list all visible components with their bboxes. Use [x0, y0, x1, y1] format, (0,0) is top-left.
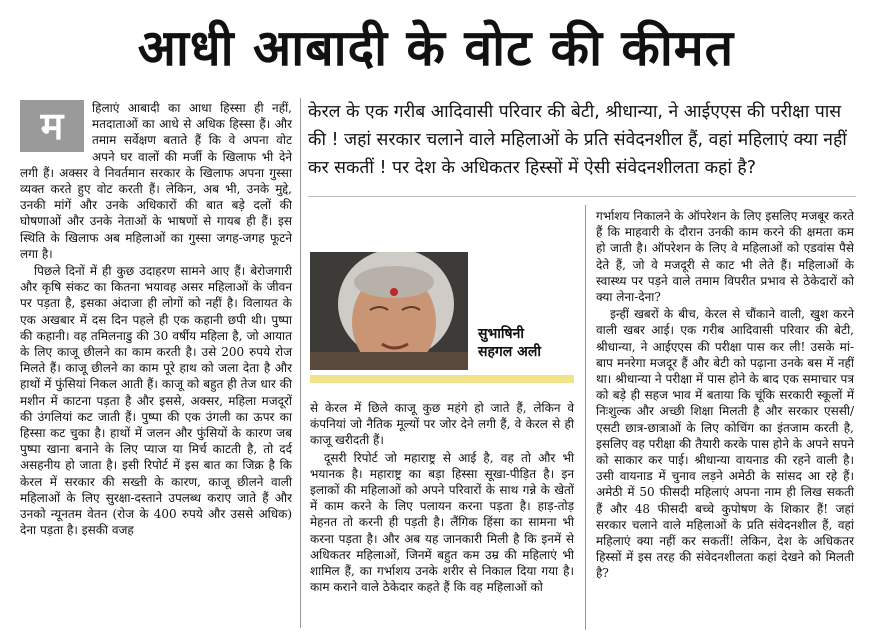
article-column-1 [20, 100, 292, 539]
article-column-3 [596, 208, 854, 583]
paragraph: गर्भाशय निकालने के ऑपरेशन के लिए इसलिए मजबूर करते हैं कि माहवारी के दौरान उनकी काम करने की क्षमता कम हो जाती है। ऑपरेशन के लिए वे महिलाओं को एडवांस पैसे देते हैं, जो वे मजदूरी से काट भी लेते हैं। महिलाओं के स्वास्थ्य पर पड़ने वाले तमाम विपरीत प्रभाव से ठेकेदारों को क्या लेना-देना? [596, 209, 854, 305]
paragraph [20, 100, 292, 262]
byline [478, 325, 568, 361]
paragraph: से केरल में छिले काजू कुछ महंगे हो जाते हैं, लेकिन वे कंपनियां जो नैतिक मूल्यों पर जोर देने लगी हैं, वे केरल से ही काजू खरीदती हैं। [310, 401, 574, 448]
paragraph: इन्हीं खबरों के बीच, केरल से चौंकाने वाली, खुश करने वाली खबर आई। एक गरीब आदिवासी परिवार की बेटी, श्रीधान्या, ने आईएएस की परीक्षा पास कर ली! उसके मां-बाप मनरेगा मजदूर हैं और बेटी को पढ़ाना उनके बस में नहीं था। श्रीधान्या ने परीक्षा में पास होने के बाद एक समाचार पत्र को बड़े ही सहज भाव में बताया कि चूंकि सरकारी स्कूलों में निःशुल्क और अच्छी शिक्षा मिलती है और सरकार एससी/एसटी छात्र-छात्राओं के लिए कोचिंग का इंतजाम करती है, इसलिए वह परीक्षा की तैयारी करके पास होने के अपने सपने को साकार कर पाई। श्रीधान्या वायनाड की रहने वाली है। उसी वायनाड में चुनाव लड़ने अमेठी के सांसद आ रहे हैं। अमेठी में 50 फीसदी महिलाएं अपना नाम ही लिख सकती हैं और 48 फीसदी बच्चे कुपोषण के शिकार हैं! जहां सरकार चलाने वाले महिलाओं के प्रति संवेदनशील हैं, वहां महिलाएं क्या नहीं कर सकतीं! लेकिन, देश के अधिकतर हिस्सों में इस तरह की संवेदनशीलता कहां देखने को मिलती है? [596, 307, 854, 581]
column-divider [300, 98, 301, 628]
author-last-name: सहगल अली [478, 344, 541, 360]
paragraph: पिछले दिनों में ही कुछ उदाहरण सामने आए हैं। बेरोजगारी और कृषि संकट का कितना भयावह असर महिलाओं के जीवन पर पड़ता है, इसका अंदाजा ही लोगों को नहीं है। विलायत के एक अखबार में दस दिन पहले ही एक कहानी छपी थी। पुष्पा की कहानी। वह तमिलनाडु की 30 वर्षीय महिला है, जो आयात के लिए काजू छीलने का काम करती है। उसे 200 रुपये रोज मिलते हैं। काजू छीलने का काम पूरे हाथ को जला देता है और हाथों में फुंसियां निकल आती हैं। काजू को बहुत ही तेज धार की मशीन में काटना पड़ता है और इससे, अक्सर, महिला मजदूरों की उंगलियां कट जाती हैं। पुष्पा की एक उंगली का ऊपर का हिस्सा कट चुका है। हाथों में जलन और फुंसियों के कारण जब पुष्पा खाना बनाने के लिए प्याज या मिर्च काटती है, तो दर्द असहनीय हो जाता है। इसी रिपोर्ट में इस बात का जिक्र है कि केरल में सरकार की सख्ती के कारण, काजू छीलने वाली महिलाओं के लिए सुरक्षा-दस्ताने उपलब्ध कराए जाते हैं और उनको न्यूनतम वेतन (रोज के 400 रुपये और उससे अधिक) देना पड़ता है। इसकी वजह [20, 264, 292, 538]
paragraph-text: हिलाएं आबादी का आधा हिस्सा ही नहीं, मतदाताओं का आधे से अधिक हिस्सा हैं। और तमाम सर्वेक्षण बताते हैं कि वे अपना वोट अपने घर वालों की मर्जी के खिलाफ भी देने लगी हैं। अक्सर वे निवर्तमान सरकार के खिलाफ अपना गुस्सा व्यक्त करते हुए वोट करती हैं। लेकिन, अब भी, उनके मुद्दे, उनकी मांगें और उनके अधिकारों की बात बड़े दलों की घोषणाओं और उनके नेताओं के भाषणों से गायब ही हैं। इस स्थिति के खिलाफ अब महिलाओं का गुस्सा जगह-जगह फूटने लगा है। [20, 101, 292, 261]
paragraph: दूसरी रिपोर्ट जो महाराष्ट्र से आई है, वह तो और भी भयानक है। महाराष्ट्र का बड़ा हिस्सा सूखा-पीड़ित है। इन इलाकों की महिलाओं को अपने परिवारों के साथ गन्ने के खेतों में काम करने के लिए पलायन करना पड़ता है। हाड़-तोड़ मेहनत तो करनी ही पड़ती है। लैंगिक हिंसा का सामना भी करना पड़ता है। और अब यह जानकारी मिली है कि इनमें से अधिकतर महिलाओं, जिनमें बहुत कम उम्र की महिलाएं भी शामिल हैं, का गर्भाशय उनके शरीर से निकाल दिया गया है। काम कराने वाले ठेकेदार कहते हैं कि वह महिलाओं को [310, 450, 574, 595]
column-divider [585, 205, 586, 630]
author-first-name: सुभाषिनी [478, 326, 525, 342]
drop-cap: म [20, 100, 84, 152]
headline: आधी आबादी के वोट की कीमत [137, 19, 735, 77]
byline-bar [310, 375, 574, 383]
author-portrait-image [310, 252, 468, 370]
standfirst: केरल के एक गरीब आदिवासी परिवार की बेटी, श्रीधान्या, ने आईएएस की परीक्षा पास की ! जहां सरकार चलाने वाले महिलाओं के प्रति संवेदनशील हैं, वहां महिलाएं क्या नहीं कर सकतीं ! पर देश के अधिकतर हिस्सों में ऐसी संवेदनशीलता कहां है? [308, 102, 847, 178]
article-column-2 [310, 400, 574, 596]
standfirst-rule [308, 196, 856, 197]
author-photo [310, 252, 468, 370]
